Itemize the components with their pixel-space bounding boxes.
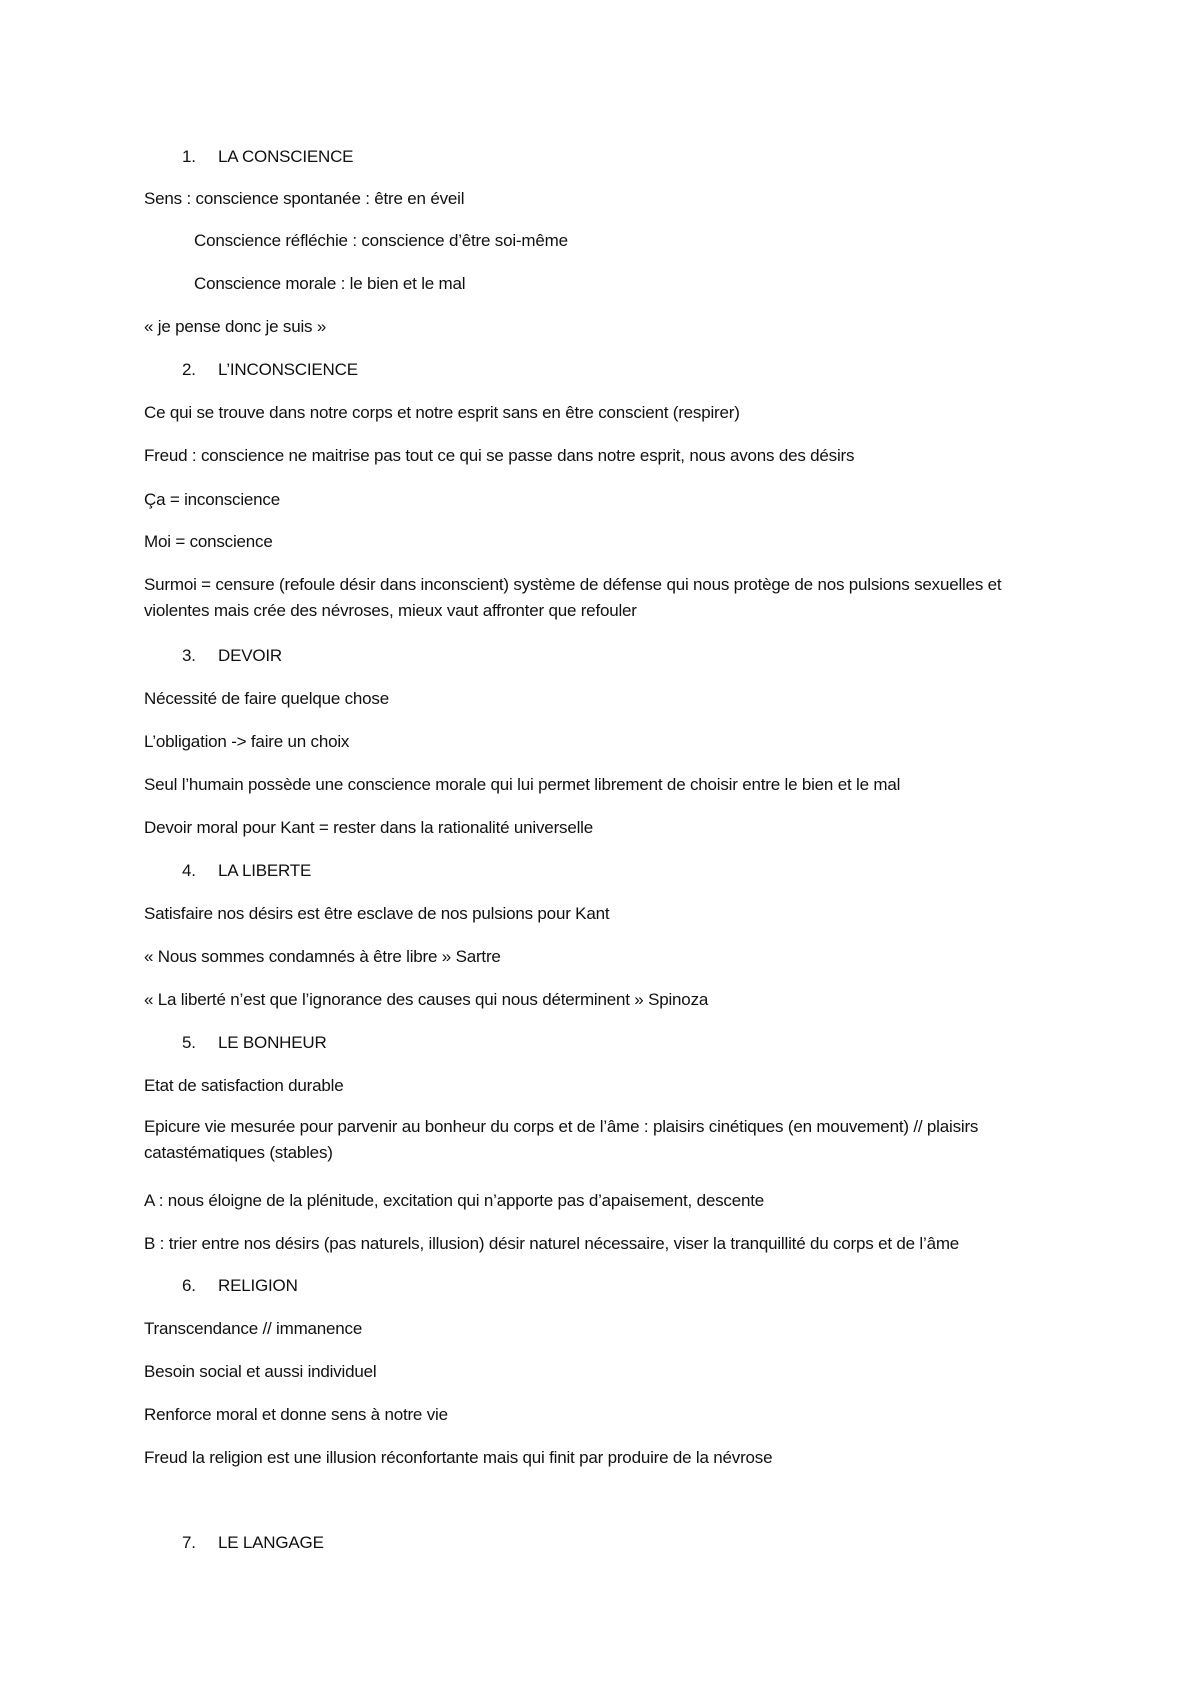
- section-heading: [182, 146, 353, 168]
- paragraph: Conscience morale : le bien et le mal: [194, 274, 466, 293]
- section-heading: [182, 1032, 327, 1054]
- section-number: 2.: [182, 360, 196, 379]
- section-title: LA CONSCIENCE: [218, 147, 354, 166]
- quote-paragraph: « Nous sommes condamnés à être libre » Sartre: [144, 947, 501, 966]
- paragraph: Ce qui se trouve dans notre corps et notre esprit sans en être conscient (respirer): [144, 403, 740, 422]
- section-heading: [182, 860, 311, 882]
- section-title: LE BONHEUR: [218, 1033, 327, 1052]
- section-title: LE LANGAGE: [218, 1533, 324, 1552]
- quote-paragraph: « je pense donc je suis »: [144, 317, 327, 336]
- section-number: 3.: [182, 646, 196, 665]
- paragraph: Conscience réfléchie : conscience d’être soi-même: [194, 231, 568, 250]
- paragraph: Satisfaire nos désirs est être esclave de nos pulsions pour Kant: [144, 904, 610, 923]
- paragraph: Freud la religion est une illusion réconfortante mais qui finit par produire de la névrose: [144, 1448, 773, 1467]
- paragraph: Devoir moral pour Kant = rester dans la rationalité universelle: [144, 818, 593, 837]
- paragraph: Sens : conscience spontanée : être en éveil: [144, 189, 465, 208]
- paragraph: Transcendance // immanence: [144, 1319, 363, 1338]
- section-title: RELIGION: [218, 1276, 298, 1295]
- paragraph: Nécessité de faire quelque chose: [144, 689, 389, 708]
- section-number: 5.: [182, 1033, 196, 1052]
- paragraph: Etat de satisfaction durable: [144, 1076, 344, 1095]
- paragraph: A : nous éloigne de la plénitude, excitation qui n’apporte pas d’apaisement, descente: [144, 1191, 765, 1210]
- section-heading: [182, 1532, 324, 1554]
- section-number: 4.: [182, 861, 196, 880]
- paragraph: Seul l’humain possède une conscience morale qui lui permet librement de choisir entre le bien et le mal: [144, 775, 901, 794]
- paragraph: B : trier entre nos désirs (pas naturels, illusion) désir naturel nécessaire, viser la tranquillité du corps et de l’âme: [144, 1234, 960, 1253]
- section-title: DEVOIR: [218, 646, 282, 665]
- paragraph: Surmoi = censure (refoule désir dans inconscient) système de défense qui nous protège de nos pulsions sexuelles et violentes mais crée des névroses, mieux vaut affronter que refouler: [144, 575, 1002, 620]
- paragraph: Freud : conscience ne maitrise pas tout ce qui se passe dans notre esprit, nous avons des désirs: [144, 446, 855, 465]
- section-heading: [182, 359, 358, 381]
- section-number: 7.: [182, 1533, 196, 1552]
- paragraph: Moi = conscience: [144, 532, 273, 551]
- section-number: 6.: [182, 1276, 196, 1295]
- quote-paragraph: « La liberté n’est que l’ignorance des causes qui nous déterminent » Spinoza: [144, 990, 709, 1009]
- section-title: L’INCONSCIENCE: [218, 360, 358, 379]
- section-title: LA LIBERTE: [218, 861, 312, 880]
- paragraph: Renforce moral et donne sens à notre vie: [144, 1405, 448, 1424]
- section-heading: [182, 645, 282, 667]
- section-heading: [182, 1275, 298, 1297]
- paragraph: Ça = inconscience: [144, 490, 280, 509]
- section-number: 1.: [182, 147, 196, 166]
- paragraph: Epicure vie mesurée pour parvenir au bonheur du corps et de l’âme : plaisirs cinétiques (en mouvement) // plaisirs catastématiques (stables): [144, 1117, 979, 1162]
- paragraph: L’obligation -> faire un choix: [144, 732, 350, 751]
- paragraph: Besoin social et aussi individuel: [144, 1362, 377, 1381]
